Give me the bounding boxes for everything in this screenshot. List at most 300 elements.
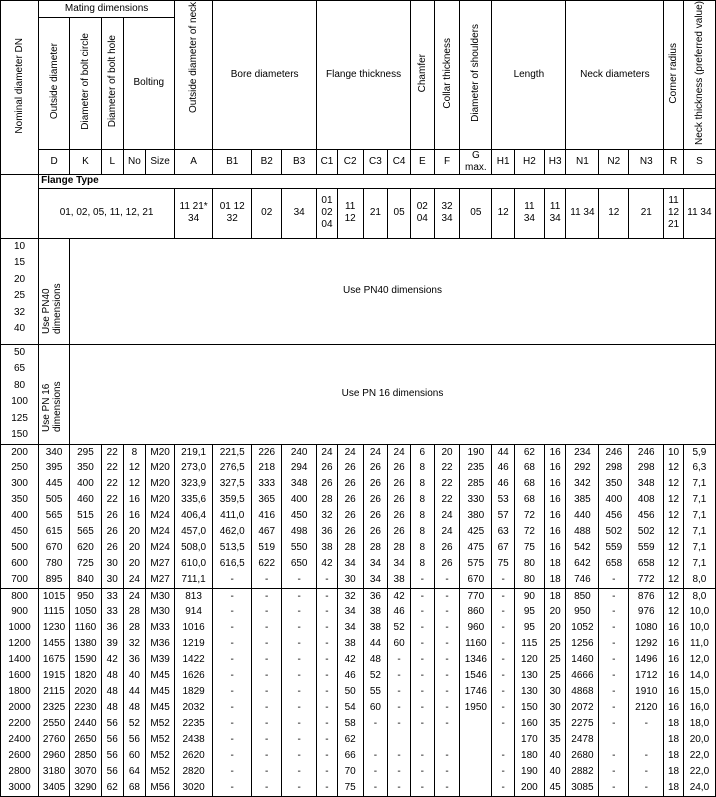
value-cell: 16 [544,508,566,524]
value-cell: - [282,604,317,620]
value-cell: 45 [544,780,566,796]
value-cell: 95 [514,604,544,620]
value-cell: - [492,620,515,636]
value-cell: 28 [337,540,363,556]
value-cell: 400 [282,492,317,508]
value-cell: 327,5 [213,476,252,492]
value-cell: 130 [514,668,544,684]
flange-type-cell: 21 [629,188,664,238]
value-cell: 190 [460,444,492,460]
value-cell: 276,5 [213,460,252,476]
value-cell: 440 [566,508,599,524]
value-cell: 68 [514,492,544,508]
value-cell: 16 [664,652,684,668]
value-cell: - [282,652,317,668]
flange-type-cell: 02 04 [410,188,434,238]
collar-thickness-header: Collar thickness [434,1,460,150]
bolt-hole-header: Diameter of bolt hole [101,17,123,149]
value-cell: 38 [388,572,411,588]
value-cell: 24 [123,588,146,604]
value-cell: 30 [101,572,123,588]
value-cell: 68 [514,476,544,492]
value-cell: 359,5 [213,492,252,508]
value-cell: 53 [492,492,515,508]
value-cell: 620 [70,540,102,556]
value-cell: M52 [146,716,175,732]
value-cell: 559 [599,540,629,556]
value-cell: 488 [566,524,599,540]
value-cell: - [434,572,460,588]
value-cell: 8 [410,508,434,524]
value-cell: 52 [388,620,411,636]
value-cell: 542 [566,540,599,556]
value-cell: 12,0 [683,652,715,668]
dn-cell: 1200 [1,636,39,652]
value-cell: 425 [460,524,492,540]
dn-cell: 800 [1,588,39,604]
value-cell: 40 [544,764,566,780]
value-cell: 508,0 [175,540,213,556]
value-cell: 26 [337,476,363,492]
value-cell: - [410,716,434,732]
value-cell: 12 [664,492,684,508]
value-cell: 26 [337,460,363,476]
value-cell: - [317,764,338,780]
value-cell: - [434,636,460,652]
value-cell: 22 [434,476,460,492]
value-cell: M33 [146,620,175,636]
value-cell: 2235 [175,716,213,732]
value-cell: 670 [460,572,492,588]
value-cell: 1256 [566,636,599,652]
value-cell: 12 [123,476,146,492]
value-cell [492,732,515,748]
value-cell: M39 [146,652,175,668]
value-cell: 1080 [629,620,664,636]
value-cell: - [252,668,282,684]
value-cell [410,732,434,748]
pn16-dn-list: 50 65 80 100 125 150 [1,344,39,444]
value-cell: 219,1 [175,444,213,460]
value-cell: - [410,700,434,716]
value-cell: 57 [492,508,515,524]
value-cell: 8 [123,444,146,460]
value-cell: 26 [337,508,363,524]
value-cell: 28 [123,604,146,620]
value-cell: - [213,636,252,652]
value-cell: - [629,780,664,796]
value-cell: M52 [146,764,175,780]
value-cell: 20 [123,556,146,572]
value-cell: 8 [410,492,434,508]
value-cell: 2120 [629,700,664,716]
value-cell: 240 [282,444,317,460]
value-cell: 24 [317,444,338,460]
value-cell: 30 [544,684,566,700]
value-cell: 56 [123,732,146,748]
value-cell: 10,0 [683,620,715,636]
symbol-cell: H1 [492,149,515,174]
value-cell: - [213,572,252,588]
value-cell: 408 [629,492,664,508]
symbol-cell: C4 [388,149,411,174]
value-cell: - [599,748,629,764]
value-cell: 38 [337,636,363,652]
value-cell: 28 [317,492,338,508]
pn40-note: Use PN40 dimensions [70,238,716,344]
value-cell: 294 [282,460,317,476]
value-cell: 365 [252,492,282,508]
flange-type-cell: 12 [599,188,629,238]
dn-cell: 2800 [1,764,39,780]
value-cell: 1115 [39,604,70,620]
value-cell: 22 [101,492,123,508]
table-row [1,460,716,476]
value-cell: - [213,716,252,732]
value-cell: 1546 [460,668,492,684]
value-cell [460,732,492,748]
value-cell: 75 [337,780,363,796]
dn-cell: 900 [1,604,39,620]
neck-diameters-header: Neck diameters [566,1,664,150]
value-cell: 20 [544,604,566,620]
value-cell: 48 [363,652,388,668]
value-cell: 295 [70,444,102,460]
value-cell: 36 [101,620,123,636]
value-cell: M45 [146,668,175,684]
rows-group-dn200-700 [1,444,716,588]
value-cell: 4666 [566,668,599,684]
value-cell: 200 [514,780,544,796]
value-cell: 1460 [566,652,599,668]
value-cell: 42 [101,652,123,668]
value-cell: 330 [460,492,492,508]
value-cell: 80 [514,572,544,588]
value-cell: 63 [492,524,515,540]
value-cell: 46 [492,460,515,476]
value-cell: - [282,748,317,764]
flange-type-cell: 11 34 [566,188,599,238]
value-cell: 3085 [566,780,599,796]
value-cell: 457,0 [175,524,213,540]
value-cell: 190 [514,764,544,780]
value-cell: 285 [460,476,492,492]
value-cell: 150 [514,700,544,716]
value-cell: 68 [514,460,544,476]
value-cell: 298 [599,460,629,476]
value-cell: 11,0 [683,636,715,652]
outside-neck-header: Outside diameter of neck [175,1,213,150]
value-cell: - [317,636,338,652]
value-cell: 333 [252,476,282,492]
value-cell: 467 [252,524,282,540]
value-cell: 12 [664,508,684,524]
value-cell: - [492,748,515,764]
dn-cell: 1400 [1,652,39,668]
value-cell: 15,0 [683,684,715,700]
value-cell: - [363,716,388,732]
value-cell: 445 [39,476,70,492]
value-cell: - [492,780,515,796]
value-cell: 813 [175,588,213,604]
value-cell: 62 [101,780,123,796]
value-cell: - [252,700,282,716]
value-cell: 725 [70,556,102,572]
table-row [1,652,716,668]
value-cell: 1712 [629,668,664,684]
value-cell: 60 [123,748,146,764]
value-cell: 26 [317,460,338,476]
value-cell: 35 [544,716,566,732]
value-cell: 513,5 [213,540,252,556]
value-cell: 2850 [70,748,102,764]
value-cell: 460 [70,492,102,508]
pn16-label: Use PN 16 dimensions [39,344,70,444]
value-cell: - [599,684,629,700]
dn-cell: 250 [1,460,39,476]
value-cell: - [492,604,515,620]
value-cell [629,732,664,748]
value-cell: 350 [70,460,102,476]
value-cell: 26 [363,476,388,492]
table-row [1,668,716,684]
value-cell: - [388,764,411,780]
dn-cell: 3000 [1,780,39,796]
value-cell: - [410,748,434,764]
value-cell: 16 [544,492,566,508]
value-cell: 2438 [175,732,213,748]
value-cell: M24 [146,540,175,556]
value-cell: - [599,668,629,684]
value-cell: 42 [388,588,411,604]
value-cell: 1746 [460,684,492,700]
value-cell: 8 [410,556,434,572]
value-cell: - [599,716,629,732]
value-cell: - [252,748,282,764]
value-cell: 34 [337,620,363,636]
value-cell: 1626 [175,668,213,684]
value-cell: 1455 [39,636,70,652]
chamfer-header: Chamfer [410,1,434,150]
value-cell: 26 [388,492,411,508]
value-cell: 26 [317,476,338,492]
value-cell: 380 [460,508,492,524]
value-cell: 658 [599,556,629,572]
table-row [1,508,716,524]
value-cell: 10 [664,444,684,460]
symbol-cell: C3 [363,149,388,174]
value-cell: 39 [101,636,123,652]
value-cell [388,732,411,748]
value-cell [363,732,388,748]
value-cell: - [492,572,515,588]
value-cell: 950 [566,604,599,620]
value-cell: 18 [664,716,684,732]
value-cell: 48 [101,700,123,716]
value-cell: 26 [363,492,388,508]
value-cell: 10,0 [683,604,715,620]
value-cell: 340 [39,444,70,460]
table-row [1,476,716,492]
value-cell: 456 [629,508,664,524]
value-cell: - [317,700,338,716]
value-cell: 914 [175,604,213,620]
value-cell: 24 [388,444,411,460]
value-cell: - [252,652,282,668]
value-cell: 26 [337,492,363,508]
value-cell: 385 [566,492,599,508]
value-cell: 26 [388,524,411,540]
value-cell: 400 [599,492,629,508]
value-cell: 1230 [39,620,70,636]
table-row [1,716,716,732]
value-cell: 2275 [566,716,599,732]
value-cell: - [213,732,252,748]
value-cell [460,764,492,780]
value-cell: 1160 [70,620,102,636]
value-cell: 12 [123,460,146,476]
value-cell: 42 [317,556,338,572]
value-cell: 12 [664,524,684,540]
value-cell: - [282,716,317,732]
value-cell: - [492,700,515,716]
value-cell: - [213,764,252,780]
table-row [1,764,716,780]
value-cell: 25 [544,668,566,684]
value-cell: 16 [544,444,566,460]
value-cell: 976 [629,604,664,620]
value-cell: 33 [101,588,123,604]
value-cell: 16 [664,700,684,716]
value-cell: - [388,684,411,700]
flange-type-cell: 32 34 [434,188,460,238]
value-cell: - [599,588,629,604]
value-cell: - [599,652,629,668]
value-cell: 1380 [70,636,102,652]
value-cell: 1829 [175,684,213,700]
value-cell: 4868 [566,684,599,700]
value-cell: 22,0 [683,748,715,764]
value-cell: 226 [252,444,282,460]
value-cell: 32 [337,588,363,604]
dn-cell: 300 [1,476,39,492]
value-cell: 44 [123,684,146,700]
value-cell: 18 [544,572,566,588]
value-cell: 519 [252,540,282,556]
value-cell: 1950 [460,700,492,716]
value-cell: 772 [629,572,664,588]
length-header: Length [492,1,566,150]
value-cell: - [492,764,515,780]
value-cell: - [599,620,629,636]
value-cell: - [317,716,338,732]
value-cell: 6,3 [683,460,715,476]
dn-cell: 200 [1,444,39,460]
value-cell: 40 [123,668,146,684]
value-cell: 26 [363,460,388,476]
flange-type-cell: 11 21* 34 [175,188,213,238]
value-cell: - [492,716,515,732]
value-cell: 18 [544,588,566,604]
value-cell: 33 [101,604,123,620]
value-cell: 8,0 [683,572,715,588]
value-cell: 2550 [39,716,70,732]
value-cell: 6 [410,444,434,460]
value-cell: 16 [664,636,684,652]
flange-type-cell: 11 12 21 [664,188,684,238]
value-cell: 22 [434,492,460,508]
flange-type-cell: 11 34 [683,188,715,238]
value-cell: - [388,668,411,684]
value-cell: 8 [410,524,434,540]
value-cell: 12 [664,556,684,572]
value-cell: 56 [101,764,123,780]
value-cell: 70 [337,764,363,780]
value-cell: - [317,668,338,684]
table-row [1,604,716,620]
value-cell: 55 [363,684,388,700]
value-cell: - [252,572,282,588]
value-cell: 2760 [39,732,70,748]
value-cell: 8 [410,460,434,476]
value-cell: 44 [363,636,388,652]
value-cell: 1675 [39,652,70,668]
table-row [1,572,716,588]
value-cell: 1915 [39,668,70,684]
value-cell: 12 [664,588,684,604]
flange-thickness-header: Flange thickness [317,1,411,150]
value-cell: 80 [514,556,544,572]
value-cell: 26 [388,476,411,492]
value-cell: 46 [337,668,363,684]
value-cell: 52 [363,668,388,684]
symbol-cell: K [70,149,102,174]
value-cell: - [213,668,252,684]
value-cell: - [317,604,338,620]
value-cell: 475 [460,540,492,556]
value-cell: 221,5 [213,444,252,460]
value-cell: 64 [123,764,146,780]
symbol-cell: A [175,149,213,174]
value-cell: 2020 [70,684,102,700]
symbol-cell: N1 [566,149,599,174]
flange-type-cell: 01, 02, 05, 11, 12, 21 [39,188,175,238]
value-cell: - [434,588,460,604]
symbol-cell: N2 [599,149,629,174]
value-cell: 36 [363,588,388,604]
table-row [1,684,716,700]
pn16-note: Use PN 16 dimensions [70,344,716,444]
value-cell: - [317,620,338,636]
value-cell: 12 [664,604,684,620]
value-cell: 36 [123,652,146,668]
value-cell: 235 [460,460,492,476]
value-cell: 12 [664,540,684,556]
value-cell: 62 [337,732,363,748]
flange-type-cell: 02 [252,188,282,238]
value-cell: 746 [566,572,599,588]
value-cell: 60 [363,700,388,716]
table-row [1,444,716,460]
value-cell: 462,0 [213,524,252,540]
value-cell: - [434,780,460,796]
dn-cell: 1600 [1,668,39,684]
value-cell: 8,0 [683,588,715,604]
value-cell: - [434,764,460,780]
value-cell: 350 [599,476,629,492]
value-cell: 66 [337,748,363,764]
value-cell: 575 [460,556,492,572]
